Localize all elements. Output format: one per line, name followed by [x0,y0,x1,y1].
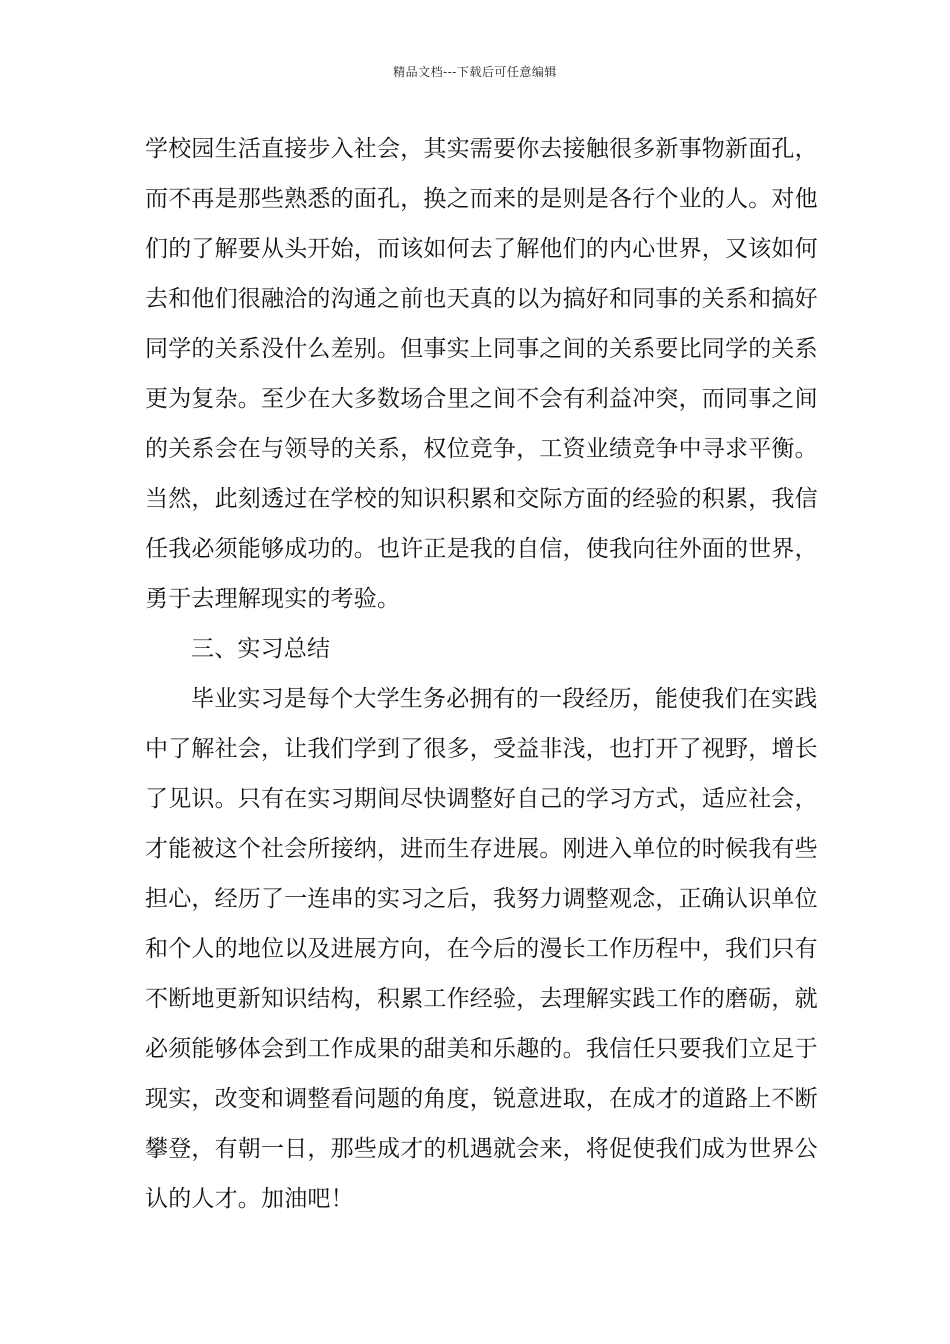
text-line: 当然，此刻透过在学校的知识积累和交际方面的经验的积累，我信 [145,486,818,512]
text-line: 认的人才。加油吧！ [145,1186,354,1212]
text-line: 同学的关系没什么差别。但事实上同事之间的关系要比同学的关系 [145,336,818,362]
text-line: 学校园生活直接步入社会，其实需要你去接触很多新事物新面孔， [145,136,818,162]
text-line: 才能被这个社会所接纳，进而生存进展。刚进入单位的时候我有些 [145,836,818,862]
body-text [145,124,818,1224]
text-line: 了见识。只有在实习期间尽快调整好自己的学习方式，适应社会， [145,786,818,812]
text-line: 现实，改变和调整看问题的角度，锐意进取，在成才的道路上不断 [145,1086,818,1112]
text-line: 中了解社会，让我们学到了很多，受益非浅，也打开了视野，增长 [145,736,818,762]
text-line: 必须能够体会到工作成果的甜美和乐趣的。我信任只要我们立足于 [145,1036,818,1062]
page-header: 精品文档---下载后可任意编辑 [393,65,557,79]
text-line: 们的了解要从头开始，而该如何去了解他们的内心世界，又该如何 [145,236,818,262]
text-line: 和个人的地位以及进展方向，在今后的漫长工作历程中，我们只有 [145,936,818,962]
text-line: 更为复杂。至少在大多数场合里之间不会有利益冲突，而同事之间 [145,386,818,412]
paragraph-first-line: 毕业实习是每个大学生务必拥有的一段经历，能使我们在实践 [191,686,818,712]
text-line: 而不再是那些熟悉的面孔，换之而来的是则是各行个业的人。对他 [145,186,818,212]
text-line: 去和他们很融洽的沟通之前也天真的以为搞好和同事的关系和搞好 [145,286,818,312]
text-line: 不断地更新知识结构，积累工作经验，去理解实践工作的磨砺，就 [145,986,818,1012]
text-line: 任我必须能够成功的。也许正是我的自信，使我向往外面的世界， [145,536,818,562]
section-heading: 三、实习总结 [191,636,331,662]
text-line: 勇于去理解现实的考验。 [145,586,401,612]
text-line: 攀登，有朝一日，那些成才的机遇就会来，将促使我们成为世界公 [145,1136,818,1162]
text-line: 的关系会在与领导的关系，权位竞争，工资业绩竞争中寻求平衡。 [145,436,818,462]
text-line: 担心，经历了一连串的实习之后，我努力调整观念，正确认识单位 [145,886,818,912]
